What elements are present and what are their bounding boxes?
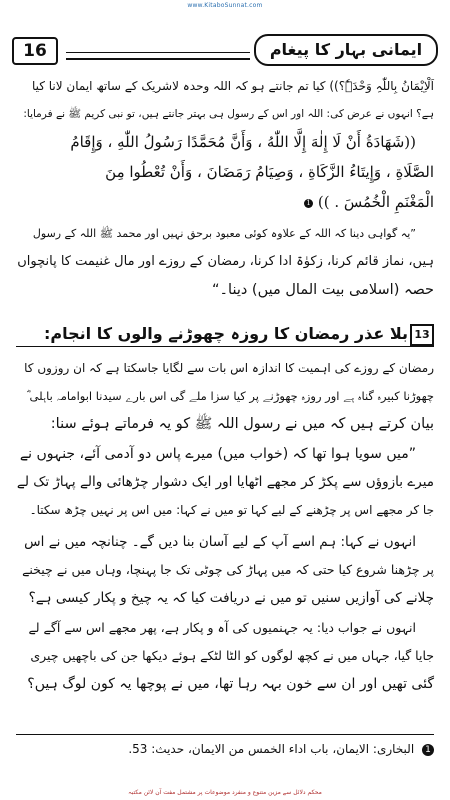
footnote [128, 742, 434, 756]
footnote-rule [16, 734, 434, 735]
arabic-hadith-line: ((شَهَادَةُ أَنْ لَا إِلٰهَ إِلَّا اللّٰهُ ، وَأَنَّ مُحَمَّدًا رَسُولُ اللّٰهِ ، وَإِقَامُ [70, 133, 416, 151]
running-title: ایمانی بہار کا پیغام [254, 34, 438, 66]
text-line: جا کر مجھے اس پر چڑھنے کے لیے کہا تو میں نے کہا: میں اس پر نہیں چڑھ سکتا۔ [29, 503, 434, 517]
section-underline [16, 346, 434, 347]
header-rule-thin [66, 52, 250, 53]
footnote-ref-mark: 1 [304, 199, 313, 208]
footnote-text: البخاری: الایمان، باب اداء الخمس من الایمان، حدیث: 53. [128, 742, 415, 756]
section-heading [16, 320, 434, 348]
text-line: چھوڑنا کبیرہ گناہ ہے اور روزہ چھوڑنے پر کیا سزا ملے گی اس بارے سیدنا ابوامامہ باہلی ؓ [26, 389, 434, 403]
text-line: ہے؟ انہوں نے عرض کی: اللہ اور اس کے رسول ہی بہتر جانتے ہیں، تو نبی کریم ﷺ نے فرمایا: [23, 108, 434, 120]
section-title: بلا عذر رمضان کا روزہ چھوڑنے والوں کا انجام: [43, 324, 408, 343]
text-line: بیان کرتے ہیں کہ میں نے رسول اللہ ﷺ کو یہ فرماتے ہوئے سنا: [50, 416, 434, 432]
text-line: جایا گیا، جہاں میں نے کچھ لوگوں کو الٹا لٹکے ہوئے دیکھا جن کی باچھیں چیری [30, 648, 434, 663]
text-line: انہوں نے جواب دیا: یہ جہنمیوں کی آہ و پکار ہے، پھر مجھے اس سے آگے لے [28, 620, 416, 635]
text-line: ”میں سویا ہوا تھا کہ (خواب میں) میرے پاس دو آدمی آئے، جنہوں نے [19, 446, 416, 462]
page-number: 16 [12, 37, 58, 65]
translation-line: ہیں، نماز قائم کرنا، زکوٰۃ ادا کرنا، رمضان کے روزے اور مال غنیمت کا پانچواں [17, 254, 434, 269]
text-line: رمضان کے روزے کی اہمیت کا اندازہ اس بات سے لگایا جاسکتا ہے کہ ان روزوں کا [24, 361, 434, 375]
text-line: اَلْاِیْمَانُ بِاللّٰہِ وَحْدَہٗ؟)) کیا تم جانتے ہو کہ اللہ وحدہ لاشریک کے ساتھ ایمان لانا کیا [31, 79, 434, 93]
arabic-hadith-line: الْمَغْنَمِ الْخُمُسَ . )) 1 [304, 190, 434, 214]
section-number: 13 [410, 324, 434, 346]
translation-line: ”یہ گواہی دینا کہ اللہ کے علاوہ کوئی معبود برحق نہیں اور محمد ﷺ اللہ کے رسول [32, 227, 416, 240]
arabic-hadith-line: الصَّلَاةِ ، وَإِيتَاءُ الزَّكَاةِ ، وَصِيَامُ رَمَضَانَ ، وَأَنْ تُعْطُوا مِنَ [105, 163, 434, 181]
translation-line: حصہ (اسلامی بیت المال میں) دینا۔“ [212, 282, 434, 298]
text-line: پر چڑھنا شروع کیا حتی کہ میں پہاڑ کی چوٹی تک جا پہنچا، وہاں میں نے چیخنے [22, 562, 434, 577]
text-line: میرے بازوؤں سے پکڑ کر مجھے اٹھایا اور ایک دشوار چڑھائی والے پہاڑ تک لے [16, 474, 434, 490]
footnote-mark: 1 [422, 744, 434, 756]
site-watermark-top: www.KitaboSunnat.com [187, 2, 263, 9]
page-header [12, 34, 438, 62]
header-rule [66, 58, 250, 60]
text-line: انہوں نے کہا: ہم اسے آپ کے لیے آسان بنا دیں گے۔ چنانچہ میں نے اس [24, 534, 416, 550]
site-watermark-bottom: محکم دلائل سے مزین متنوع و منفرد موضوعات پر مشتمل مفت آن لائن مکتبہ [128, 789, 322, 796]
text-line: چلانے کی آوازیں سنیں تو میں نے دریافت کیا کہ یہ چیخ و پکار کیسی ہے؟ [28, 590, 434, 606]
text-line: گئی تھیں اور ان سے خون بہہ رہا تھا، میں نے پوچھا یہ کون لوگ ہیں؟ [27, 676, 434, 692]
